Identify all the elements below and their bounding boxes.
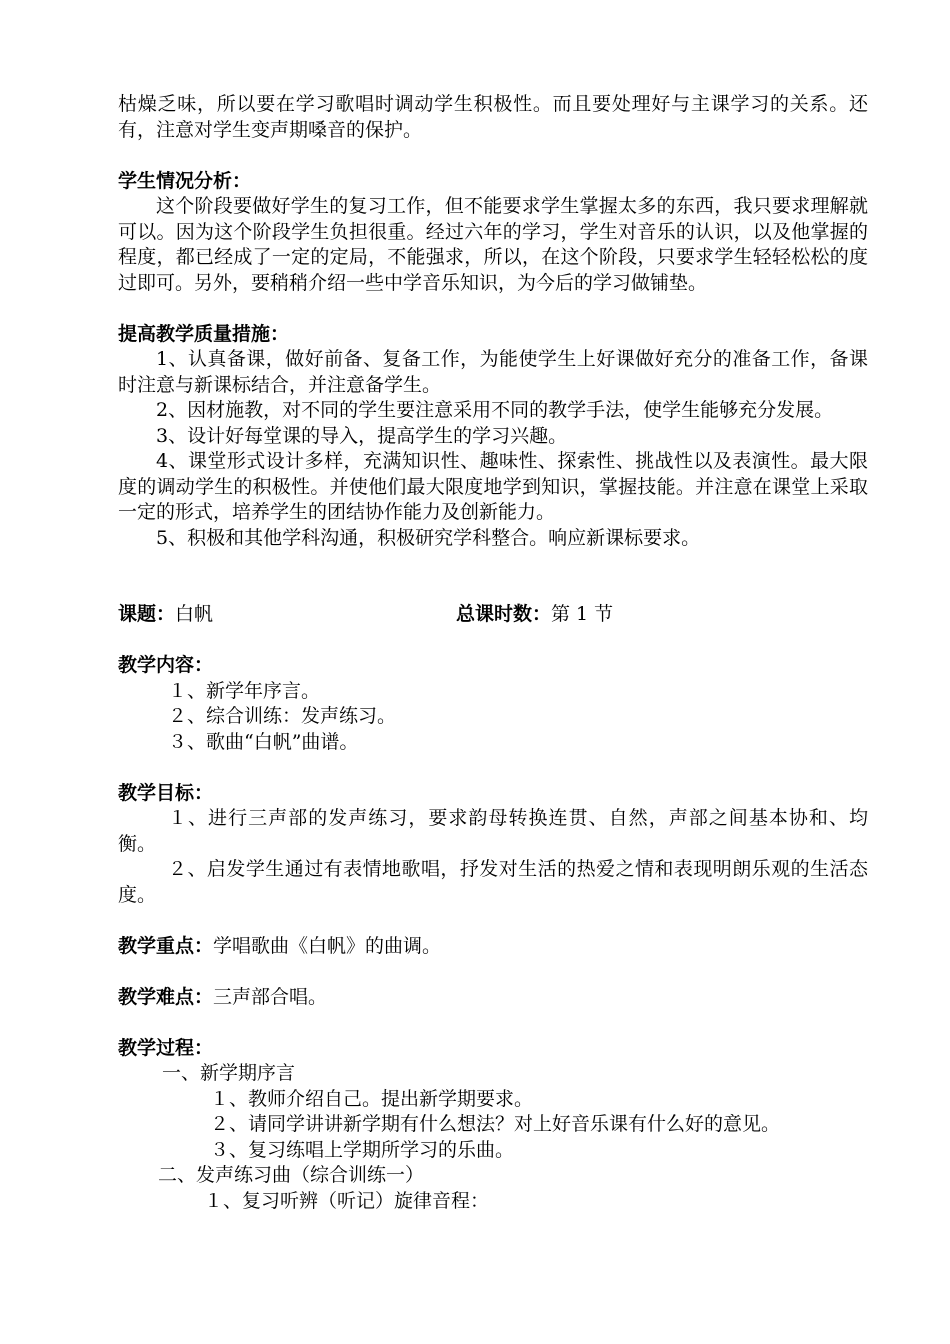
spacer [118, 143, 868, 169]
spacer [118, 628, 868, 654]
lesson-hours [456, 602, 613, 628]
key-point-label: 教学重点： [118, 934, 214, 957]
key-point-line [118, 934, 868, 960]
lesson-info-row [118, 602, 868, 628]
process-section-1: 一、新学期序言 [162, 1062, 296, 1084]
goal-item-1: １、进行三声部的发声练习，要求韵母转换连贯、自然，声部之间基本协和、均衡。 [118, 807, 868, 855]
analysis-paragraph: 这个阶段要做好学生的复习工作，但不能要求学生掌握太多的东西，我只要求理解就可以。因为这个阶段学生负担很重。经过六年的学习，学生对音乐的认识，以及他掌握的程度，都已经成了一定的定局，不能强求，所以，在这个阶段，只要求学生轻轻松松的度过即可。另外，要稍稍介绍一些中学音乐知识，为今后的学习做铺垫。 [118, 195, 868, 294]
list-item: ２、综合训练：发声练习。 [168, 705, 397, 727]
process-heading: 教学过程： [118, 1036, 214, 1059]
process-section-2: 二、发声练习曲（综合训练一） [158, 1164, 425, 1186]
hours-label: 总课时数： [456, 603, 552, 625]
spacer [118, 959, 868, 985]
measures-heading: 提高教学质量措施： [118, 322, 290, 345]
hours-value: 第 1 节 [551, 603, 614, 625]
difficulty-line [118, 985, 868, 1011]
spacer [118, 908, 868, 934]
list-item: ３、歌曲“白帆”曲谱。 [168, 730, 359, 753]
topic-value: 白帆 [175, 603, 214, 625]
measure-item-3: 3、设计好每堂课的导入，提高学生的学习兴趣。 [156, 424, 568, 447]
goals-heading: 教学目标： [118, 781, 214, 804]
process-section-2-list [118, 1189, 868, 1215]
content-list [118, 679, 868, 756]
measure-item-2: 2、因材施教，对不同的学生要注意采用不同的教学手法，使学生能够充分发展。 [156, 399, 834, 421]
document-page [118, 92, 868, 1214]
list-item: １、教师介绍自己。提出新学期要求。 [210, 1087, 534, 1110]
spacer [118, 1010, 868, 1036]
difficulty-value: 三声部合唱。 [213, 985, 328, 1008]
list-item: ３、复习练唱上学期所学习的乐曲。 [210, 1138, 515, 1161]
list-item: ２、请同学讲讲新学期有什么想法？对上好音乐课有什么好的意见。 [210, 1113, 781, 1135]
list-item: １、复习听辨（听记）旋律音程： [204, 1189, 490, 1212]
measure-item-5: 5、积极和其他学科沟通，积极研究学科整合。响应新课标要求。 [156, 526, 701, 549]
goal-item-2: ２、启发学生通过有表情地歌唱，抒发对生活的热爱之情和表现明朗乐观的生活态度。 [118, 858, 868, 906]
lesson-topic [118, 602, 456, 628]
analysis-heading: 学生情况分析： [118, 169, 252, 192]
key-point-value: 学唱歌曲《白帆》的曲调。 [213, 934, 442, 957]
intro-paragraph: 枯燥乏味，所以要在学习歌唱时调动学生积极性。而且要处理好与主课学习的关系。还有，注意对学生变声期嗓音的保护。 [118, 93, 868, 141]
spacer [118, 296, 868, 322]
spacer [118, 551, 868, 602]
spacer [118, 755, 868, 781]
measure-item-1: 1、认真备课，做好前备、复备工作，为能使学生上好课做好充分的准备工作，备课时注意与新课标结合，并注意备学生。 [118, 348, 868, 396]
topic-label: 课题： [118, 603, 176, 625]
list-item: １、新学年序言。 [168, 679, 321, 702]
process-section-1-list [118, 1087, 868, 1164]
difficulty-label: 教学难点： [118, 985, 214, 1008]
content-heading: 教学内容： [118, 654, 214, 676]
measure-item-4: 4、课堂形式设计多样，充满知识性、趣味性、探索性、挑战性以及表演性。最大限度的调动学生的积极性。并使他们最大限度地学到知识，掌握技能。并注意在课堂上采取一定的形式，培养学生的团结协作能力及创新能力。 [118, 450, 868, 523]
